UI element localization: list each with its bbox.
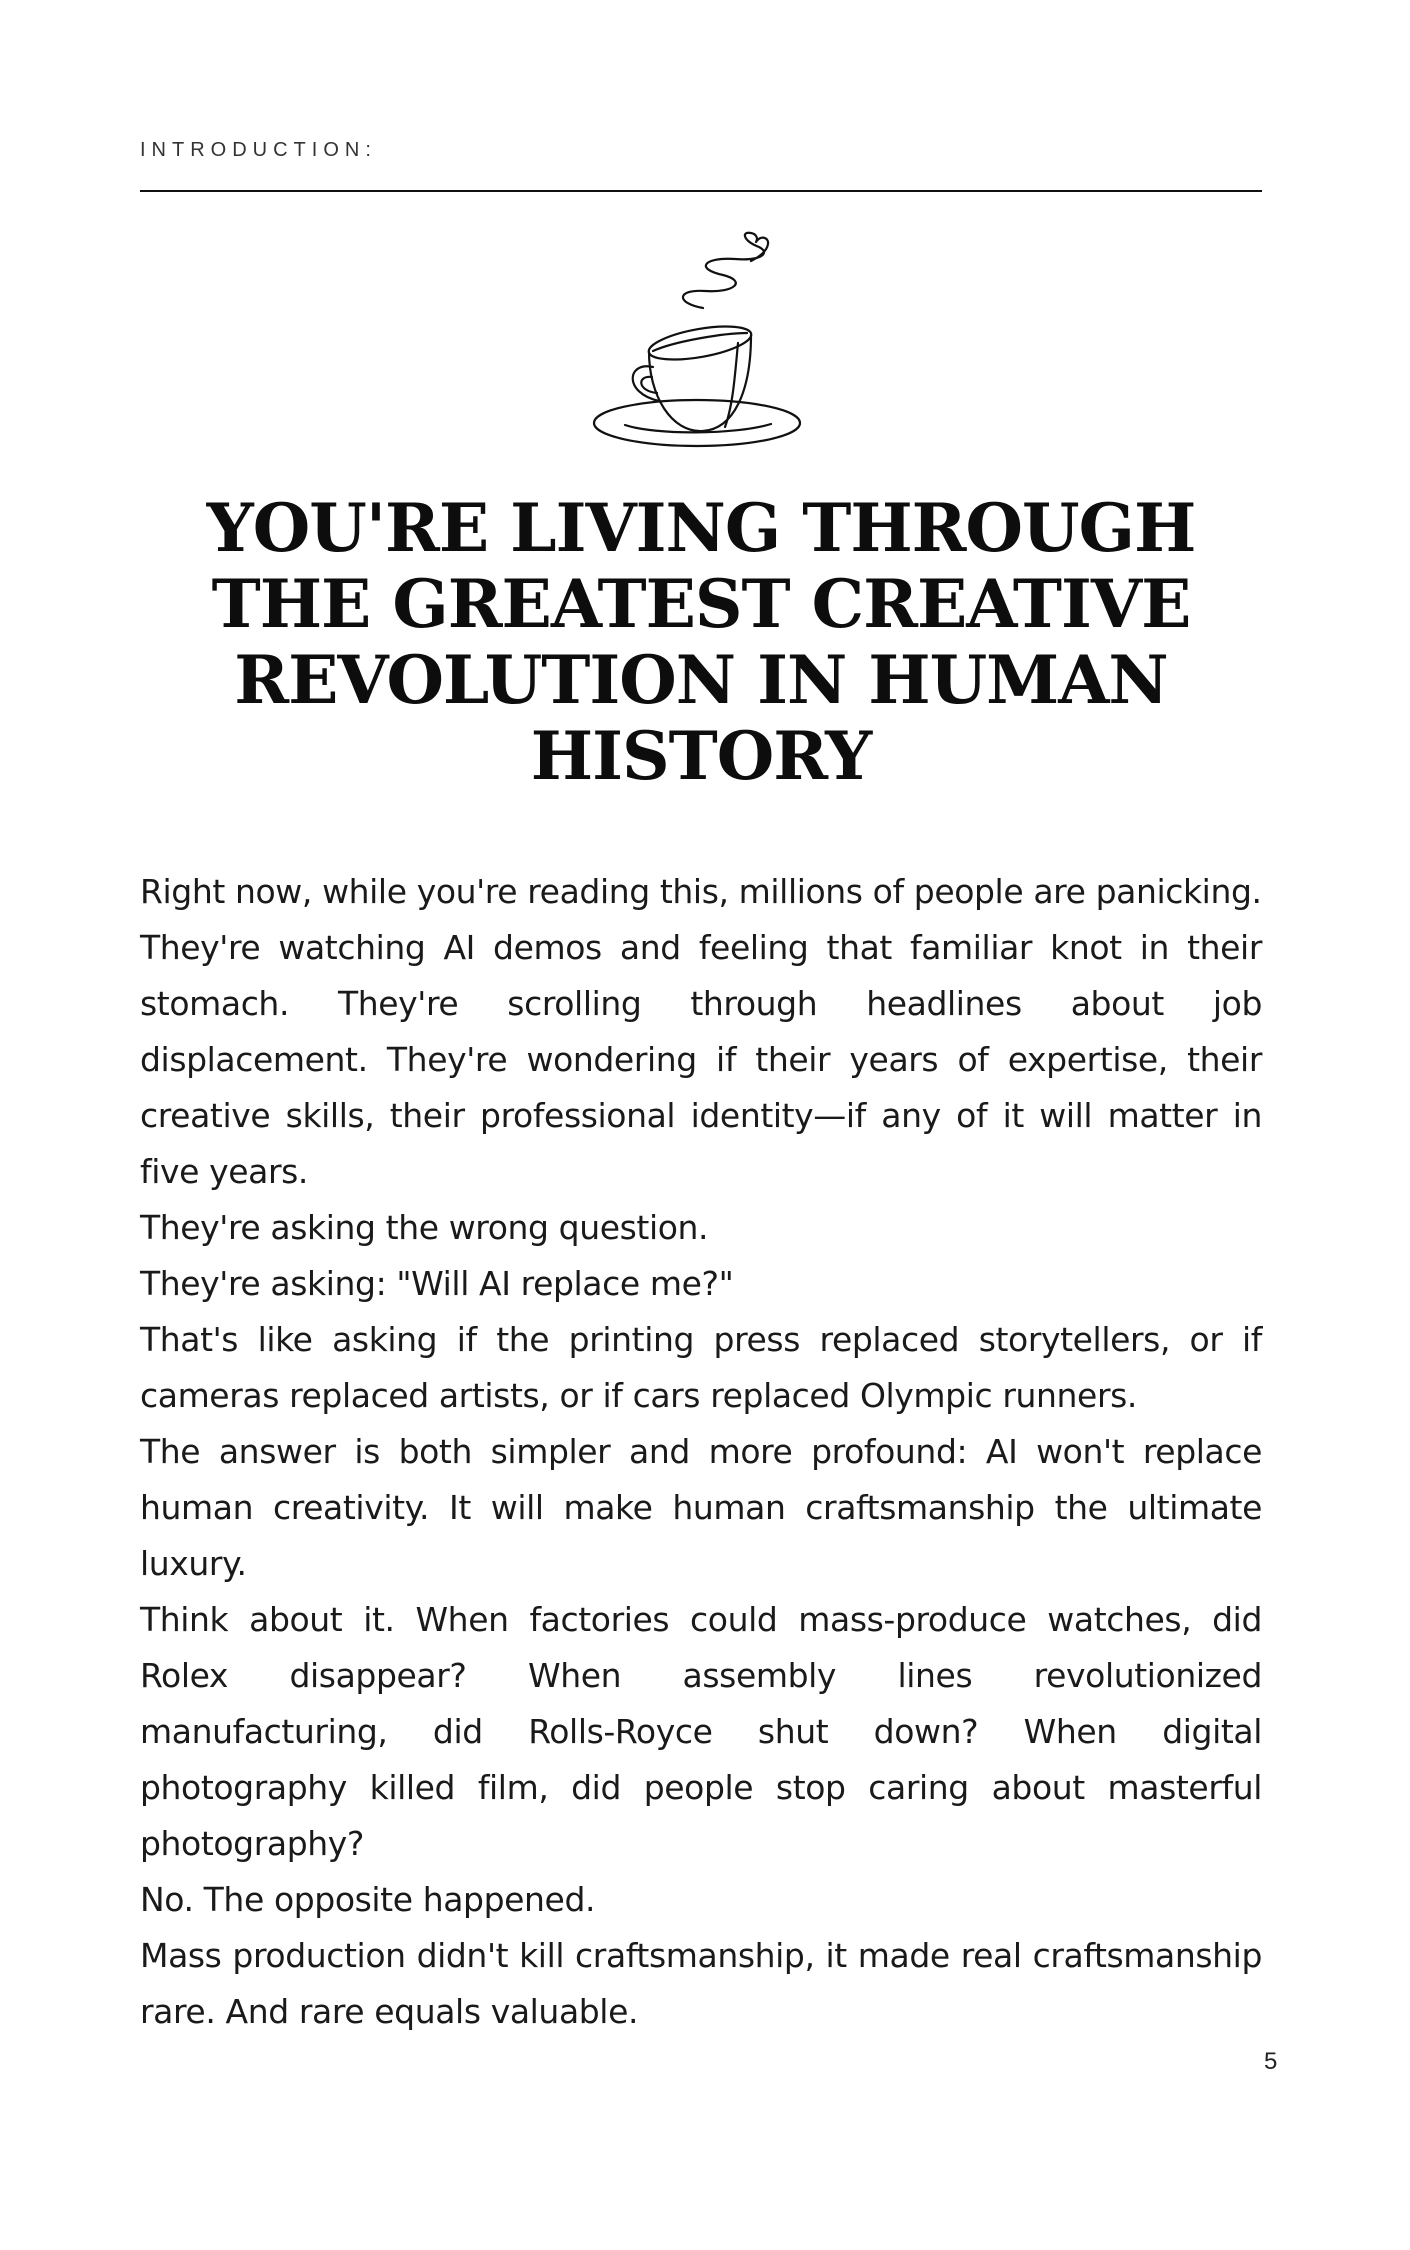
header-divider — [140, 190, 1262, 192]
paragraph: No. The opposite happened. — [140, 1880, 596, 1919]
coffee-cup-with-steam-heart-icon — [575, 225, 815, 465]
paragraph: Think about it. When factories could mass-produce watches, did Rolex disappear? When assembly lines revolutionized manufacturing, did Rolls-Royce shut down? When digital photography killed film, did people stop caring about masterful photography? — [140, 1600, 1262, 1863]
page-number: 5 — [1264, 2048, 1278, 2075]
paragraph: Mass production didn't kill craftsmanship, it made real craftsmanship rare. And rare equals valuable. — [140, 1936, 1262, 2031]
paragraph: They're asking: "Will AI replace me?" — [140, 1264, 734, 1303]
section-label: INTRODUCTION: — [140, 139, 377, 161]
body-text — [140, 864, 1262, 2040]
page-title: YOU'RE LIVING THROUGH THE GREATEST CREATIVE REVOLUTION IN HUMAN HISTORY — [206, 489, 1196, 795]
paragraph: They're asking the wrong question. — [140, 1208, 709, 1247]
paragraph: They're watching AI demos and feeling that familiar knot in their stomach. They're scrolling through headlines about job displacement. They're wondering if their years of expertise, their creative skills, their professional identity—if any of it will matter in five years. — [140, 928, 1262, 1191]
paragraph: Right now, while you're reading this, millions of people are panicking. — [140, 872, 1262, 911]
paragraph: That's like asking if the printing press replaced storytellers, or if cameras replaced artists, or if cars replaced Olympic runners. — [140, 1320, 1262, 1415]
paragraph: The answer is both simpler and more profound: AI won't replace human creativity. It will make human craftsmanship the ultimate luxury. — [140, 1432, 1262, 1583]
